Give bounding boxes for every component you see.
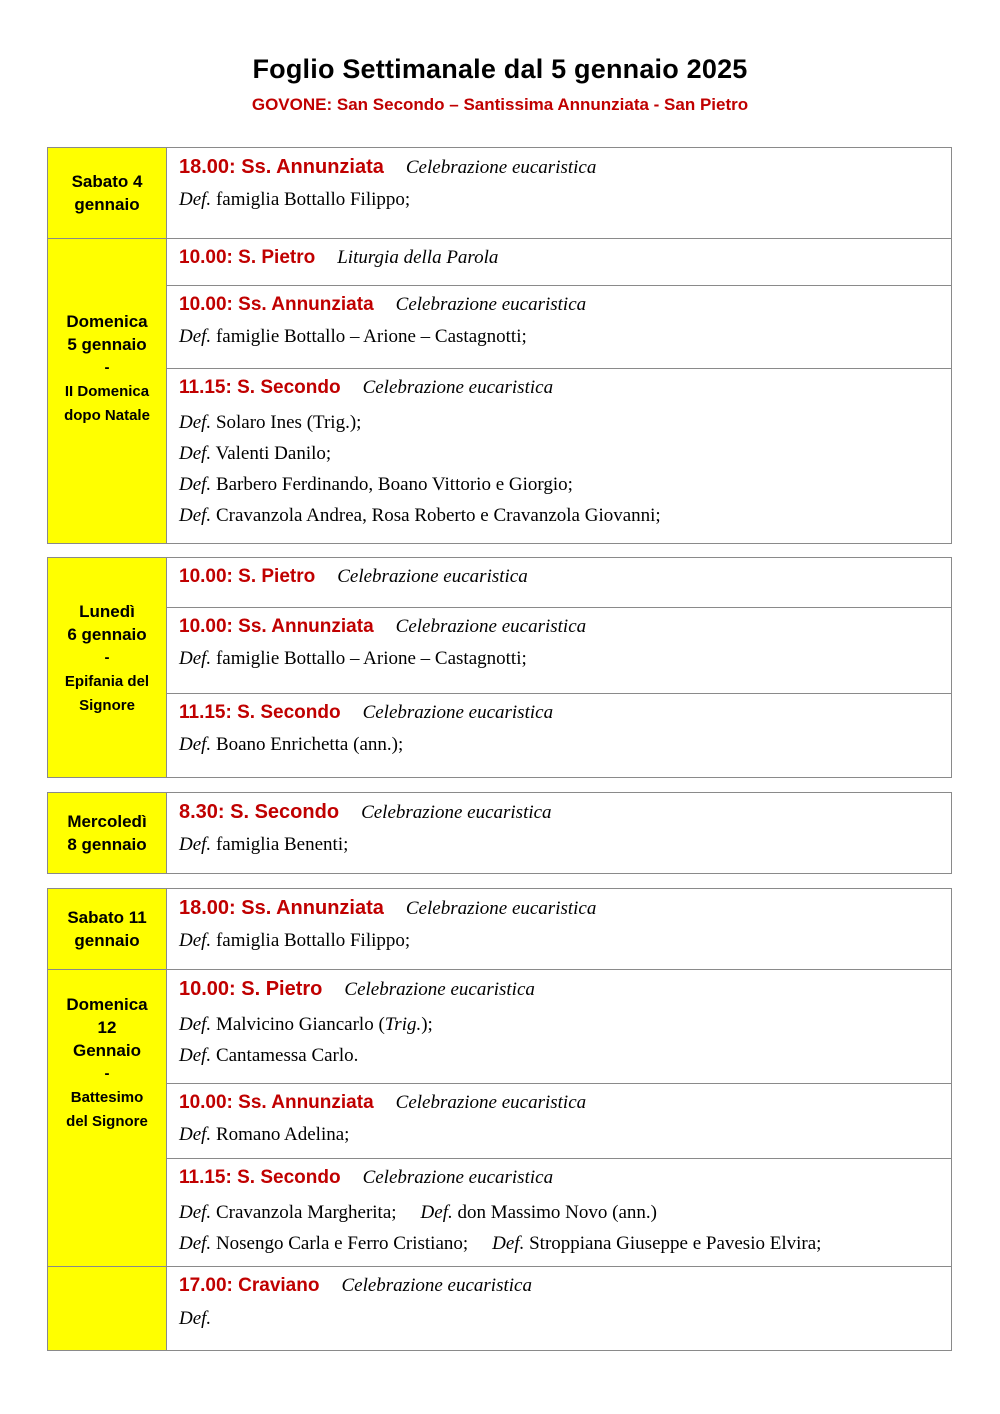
intention: famiglie Bottallo – Arione – Castagnotti; (215, 326, 527, 347)
event-type: Celebrazione eucaristica (362, 377, 554, 398)
event-time: 10.00: S. Pietro (179, 978, 323, 1000)
day-cell-domenica-5 (48, 239, 167, 544)
day-month: Gennaio (72, 1040, 141, 1060)
day-cell-sabato-4 (48, 148, 167, 239)
def-label: Def. (179, 189, 212, 210)
def-label: Def. (179, 1014, 212, 1035)
day-name: Mercoledì (67, 812, 147, 831)
intention: Cravanzola Margherita; (215, 1202, 397, 1223)
event-type: Celebrazione eucaristica (362, 702, 554, 723)
intention: Nosengo Carla e Ferro Cristiano; (215, 1233, 469, 1254)
schedule-table-1 (47, 147, 952, 544)
event-cell (167, 889, 952, 970)
schedule-table-2 (47, 557, 952, 778)
event-time: 18.00: Ss. Annunziata (179, 156, 384, 178)
intention: don Massimo Novo (ann.) (457, 1202, 657, 1223)
event-time: 11.15: S. Secondo (179, 1167, 341, 1188)
intention: famiglie Bottallo – Arione – Castagnotti; (215, 648, 527, 669)
day-name: Domenica (66, 994, 148, 1014)
def-label: Def. (179, 505, 212, 526)
day-cell-empty (48, 1267, 167, 1351)
day-month: gennaio (74, 195, 140, 214)
event-type: Celebrazione eucaristica (341, 1275, 532, 1296)
event-cell (167, 970, 952, 1084)
day-separator: - (104, 1064, 110, 1082)
day-month: gennaio (74, 931, 140, 950)
feast-name: del Signore (66, 1112, 148, 1130)
event-type: Celebrazione eucaristica (395, 1092, 587, 1113)
intention: Cravanzola Andrea, Rosa Roberto e Cravanzola Giovanni; (215, 505, 661, 526)
event-time: 11.15: S. Secondo (179, 702, 341, 723)
intention-note: Trig. (384, 1014, 422, 1035)
feast-name: Signore (79, 696, 135, 714)
intention: Malvicino Giancarlo ( (215, 1014, 385, 1035)
event-cell (167, 608, 952, 694)
intention: Stroppiana Giuseppe e Pavesio Elvira; (529, 1233, 822, 1254)
event-type: Celebrazione eucaristica (361, 802, 552, 823)
event-type: Celebrazione eucaristica (362, 1167, 554, 1188)
event-cell (167, 1159, 952, 1267)
day-month: 8 gennaio (67, 835, 147, 854)
def-label: Def. (179, 1308, 212, 1329)
event-time: 10.00: Ss. Annunziata (179, 616, 374, 637)
day-cell-lunedi-6 (48, 558, 167, 778)
intention: Valenti Danilo; (215, 443, 332, 464)
day-month: 5 gennaio (67, 335, 147, 354)
def-label: Def. (179, 412, 212, 433)
def-label: Def. (420, 1202, 453, 1223)
schedule-table-4 (47, 888, 952, 1351)
def-label: Def. (179, 474, 212, 495)
event-time: 10.00: Ss. Annunziata (179, 1092, 374, 1113)
def-label: Def. (179, 1202, 212, 1223)
day-separator: - (104, 648, 110, 666)
day-number: 12 (97, 1017, 117, 1037)
day-name: Sabato 11 (67, 908, 147, 927)
event-time: 10.00: S. Pietro (179, 566, 316, 587)
intention: Boano Enrichetta (ann.); (215, 734, 404, 755)
feast-name: dopo Natale (64, 407, 150, 424)
event-type: Celebrazione eucaristica (344, 979, 535, 1000)
event-time: 17.00: Craviano (179, 1275, 320, 1296)
event-cell (167, 148, 952, 239)
intention: Barbero Ferdinando, Boano Vittorio e Giorgio; (215, 474, 573, 495)
day-name: Domenica (66, 312, 148, 331)
event-type: Celebrazione eucaristica (395, 294, 587, 315)
intention: Solaro Ines (Trig.); (215, 412, 362, 433)
day-name: Sabato 4 (71, 172, 143, 191)
event-cell (167, 239, 952, 286)
def-label: Def. (492, 1233, 525, 1254)
event-cell (167, 369, 952, 544)
def-label: Def. (179, 734, 212, 755)
feast-name: Battesimo (70, 1088, 144, 1106)
event-time: 10.00: Ss. Annunziata (179, 294, 374, 315)
day-cell-sabato-11 (48, 889, 167, 970)
page-title: Foglio Settimanale dal 5 gennaio 2025 (252, 54, 748, 84)
feast-name: II Domenica (64, 383, 150, 400)
page-subtitle (0, 95, 1000, 115)
intention: famiglia Benenti; (215, 834, 349, 855)
def-label: Def. (179, 834, 212, 855)
day-name: Lunedì (79, 601, 135, 621)
event-time: 8.30: S. Secondo (179, 801, 340, 823)
event-type: Celebrazione eucaristica (337, 566, 528, 587)
def-label: Def. (179, 326, 212, 347)
def-label: Def. (179, 1233, 212, 1254)
intention: Cantamessa Carlo. (215, 1045, 359, 1066)
event-time: 10.00: S. Pietro (179, 247, 316, 268)
event-time: 11.15: S. Secondo (179, 377, 341, 398)
day-month: 6 gennaio (67, 624, 147, 644)
event-type: Celebrazione eucaristica (405, 898, 597, 919)
def-label: Def. (179, 1124, 212, 1145)
church-list: San Secondo – Santissima Annunziata - San Pietro (332, 95, 749, 114)
def-label: Def. (179, 930, 212, 951)
def-label: Def. (179, 443, 212, 464)
def-label: Def. (179, 1045, 212, 1066)
event-type: Celebrazione eucaristica (405, 157, 597, 178)
event-cell (167, 286, 952, 369)
day-cell-mercoledi-8 (48, 793, 167, 874)
feast-name: Epifania del (64, 672, 150, 690)
intention: Romano Adelina; (215, 1124, 350, 1145)
town-name: GOVONE: (251, 95, 333, 114)
schedule-table-3 (47, 792, 952, 874)
event-cell (167, 694, 952, 778)
intention: ); (421, 1014, 433, 1035)
event-cell (167, 1084, 952, 1159)
event-type: Liturgia della Parola (337, 247, 499, 268)
event-cell (167, 558, 952, 608)
day-separator: - (104, 359, 110, 376)
event-time: 18.00: Ss. Annunziata (179, 897, 384, 919)
event-cell (167, 793, 952, 874)
day-cell-domenica-12 (48, 970, 167, 1267)
event-cell (167, 1267, 952, 1351)
def-label: Def. (179, 648, 212, 669)
event-type: Celebrazione eucaristica (395, 616, 587, 637)
intention: famiglia Bottallo Filippo; (215, 189, 411, 210)
intention: famiglia Bottallo Filippo; (215, 930, 411, 951)
